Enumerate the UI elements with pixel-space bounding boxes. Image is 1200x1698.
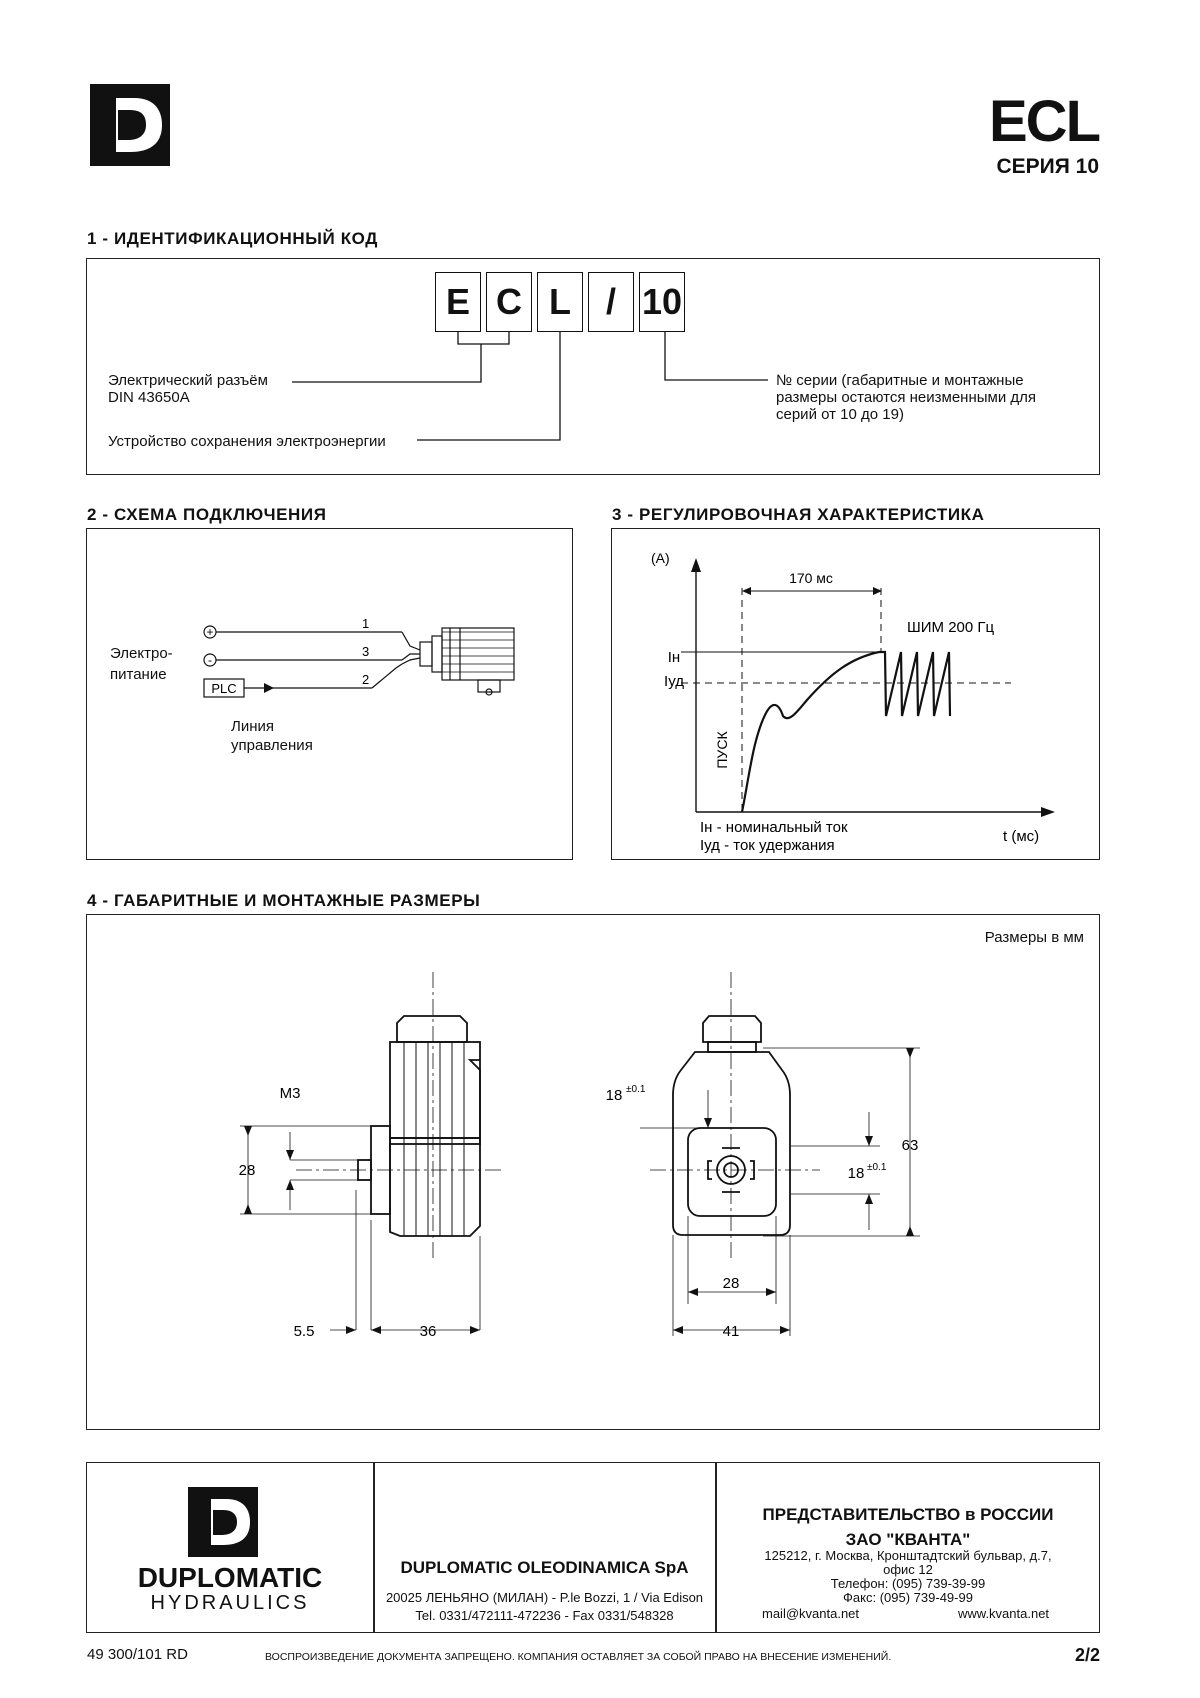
- section1-title: 1 - ИДЕНТИФИКАЦИОННЫЙ КОД: [87, 229, 378, 248]
- series-note-3: серий от 10 до 19): [776, 406, 904, 423]
- rep-phone: Телефон: (095) 739-39-99: [830, 1576, 986, 1591]
- footer-logo-icon: [188, 1487, 258, 1557]
- power-label-1: Электро-: [110, 645, 173, 662]
- rep-title: ПРЕДСТАВИТЕЛЬСТВО в РОССИИ: [762, 1505, 1054, 1524]
- in-label: Iн: [667, 649, 681, 666]
- rep-address-2: офис 12: [883, 1562, 933, 1577]
- control-line-label-2: управления: [231, 737, 313, 754]
- series-note-2: размеры остаются неизменными для: [776, 389, 1037, 406]
- company-phones: Tel. 0331/472111-472236 - Fax 0331/548328: [415, 1608, 674, 1623]
- page-number: 2/2: [1074, 1645, 1100, 1665]
- units-note: Размеры в мм: [984, 929, 1084, 946]
- section2-title: 2 - СХЕМА ПОДКЛЮЧЕНИЯ: [87, 505, 327, 524]
- height-28-label: 28: [238, 1162, 256, 1179]
- brand-name: DUPLOMATIC: [137, 1562, 323, 1593]
- regulation-chart: [611, 528, 1100, 860]
- width-41-label: 41: [722, 1323, 740, 1340]
- wire-1-label: 1: [362, 616, 370, 631]
- power-label-2: питание: [110, 666, 167, 683]
- depth-36-label: 36: [419, 1323, 437, 1340]
- rep-email[interactable]: mail@kvanta.net: [762, 1606, 860, 1621]
- product-code: ECL: [989, 89, 1099, 154]
- code-cell-slash: /: [588, 272, 634, 332]
- rep-website[interactable]: www.kvanta.net: [958, 1606, 1050, 1621]
- wire-2-label: 2: [362, 672, 370, 687]
- series-label: СЕРИЯ 10: [996, 155, 1099, 178]
- thread-label: M3: [279, 1085, 301, 1102]
- company-name: DUPLOMATIC OLEODINAMICA SpA: [400, 1558, 689, 1577]
- connector-label-2: DIN 43650A: [108, 389, 190, 406]
- height-18-right-label: 18: [847, 1165, 865, 1182]
- series-note-1: № серии (габаритные и монтажные: [776, 372, 1024, 389]
- iud-label: Iуд: [664, 673, 684, 690]
- company-address: 20025 ЛЕНЬЯНО (МИЛАН) - P.le Bozzi, 1 / Via Edison: [385, 1590, 704, 1605]
- code-cell-series: 10: [639, 272, 685, 332]
- document-number: 49 300/101 RD: [87, 1646, 188, 1663]
- width-28-label: 28: [722, 1275, 740, 1292]
- brand-subtitle: HYDRAULICS: [150, 1592, 310, 1614]
- minus-symbol: -: [208, 653, 212, 667]
- code-cell-e: E: [435, 272, 481, 332]
- y-axis-unit: (A): [651, 550, 670, 566]
- wiring-diagram: [86, 528, 573, 860]
- offset-5-5-label: 5.5: [293, 1323, 315, 1340]
- wire-3-label: 3: [362, 644, 370, 659]
- connector-label-1: Электрический разъём: [108, 372, 268, 389]
- legend-line-1: Iн - номинальный ток: [700, 819, 848, 836]
- rep-company: ЗАО "КВАНТА": [845, 1530, 971, 1549]
- section3-title: 3 - РЕГУЛИРОВОЧНАЯ ХАРАКТЕРИСТИКА: [612, 505, 985, 524]
- start-label: ПУСК: [714, 731, 730, 769]
- dimension-drawing: [0, 900, 1200, 1420]
- rep-fax: Факс: (095) 739-49-99: [843, 1590, 973, 1605]
- pwm-label: ШИМ 200 Гц: [907, 619, 995, 636]
- duration-label: 170 мс: [789, 570, 833, 586]
- disclaimer: ВОСПРОИЗВЕДЕНИЕ ДОКУМЕНТА ЗАПРЕЩЕНО. КОМПАНИЯ ОСТАВЛЯЕТ ЗА СОБОЙ ПРАВО НА ВНЕСЕНИЕ ИЗМЕНЕНИЙ.: [265, 1651, 892, 1663]
- tolerance-right: ±0.1: [867, 1162, 887, 1173]
- legend-line-2: Iуд - ток удержания: [700, 837, 835, 854]
- code-cell-c: C: [486, 272, 532, 332]
- side-view: [358, 1016, 480, 1236]
- duplomatic-logo-icon: [90, 84, 170, 166]
- tolerance-top: ±0.1: [626, 1084, 646, 1095]
- x-axis-unit: t (мс): [1003, 828, 1040, 845]
- plus-symbol: +: [206, 625, 214, 639]
- control-line-label-1: Линия: [231, 718, 275, 735]
- front-view: [673, 1016, 790, 1235]
- height-63-label: 63: [901, 1137, 919, 1154]
- plc-label: PLC: [211, 681, 237, 696]
- code-cell-l: L: [537, 272, 583, 332]
- energy-saver-label: Устройство сохранения электроэнергии: [108, 433, 386, 450]
- rep-address-1: 125212, г. Москва, Кронштадтский бульвар, д.7,: [764, 1548, 1052, 1563]
- width-18-top-label: 18: [605, 1087, 623, 1104]
- section4-title: 4 - ГАБАРИТНЫЕ И МОНТАЖНЫЕ РАЗМЕРЫ: [87, 891, 481, 910]
